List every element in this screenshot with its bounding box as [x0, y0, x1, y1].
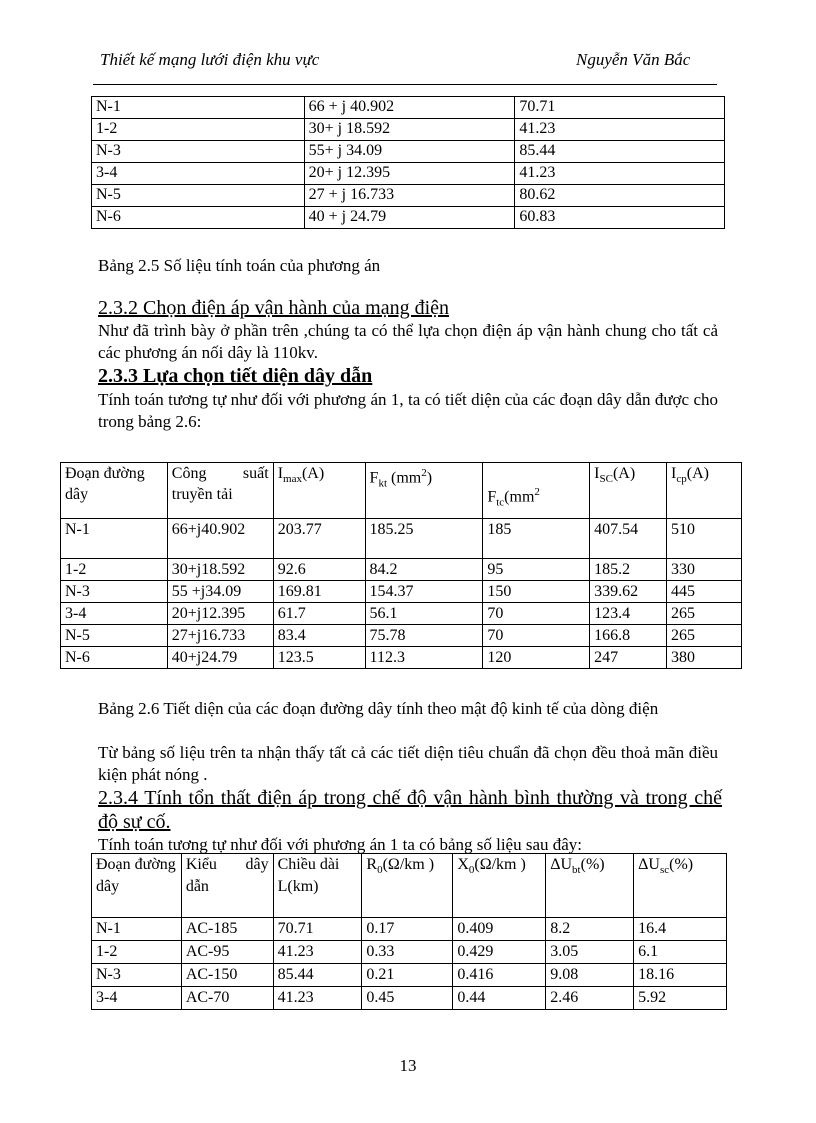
- table-2-5-cell: 60.83: [515, 207, 725, 229]
- table-2-7-header-dubt: $\Delta U_{bt}(\%)$: [546, 854, 634, 918]
- table-2-5-row: [92, 97, 725, 119]
- header-title: Thiết kế mạng lưới điện khu vực: [100, 50, 320, 69]
- table-2-7-row: [92, 964, 727, 987]
- table-2-7-cell: AC-150: [181, 964, 273, 987]
- table-2-6-cell: 84.2: [365, 559, 483, 581]
- table-2-5-cell: 3-4: [92, 163, 305, 185]
- table-2-6-cell: 265: [667, 625, 742, 647]
- table-2-7-cell: 8.2: [546, 918, 634, 941]
- header-rule: [93, 84, 717, 85]
- table-2-5-row: [92, 141, 725, 163]
- table-2-5-cell: 41.23: [515, 163, 725, 185]
- table-2-5-cell: 70.71: [515, 97, 725, 119]
- table-2-7-cell: 0.44: [453, 987, 546, 1010]
- table-2-7-cell: 0.17: [362, 918, 453, 941]
- table-2-6-header-segment: Đoạn đường dây: [61, 463, 168, 519]
- table-2-5-cell: 20+ j 12.395: [304, 163, 515, 185]
- table-2-5-cell: 66 + j 40.902: [304, 97, 515, 119]
- table-2-7-header-segment: Đoạn đường dây: [92, 854, 182, 918]
- table-2-6-cell: 169.81: [273, 581, 365, 603]
- table-2-5-cell: N-6: [92, 207, 305, 229]
- table-2-6-cell: 61.7: [273, 603, 365, 625]
- table-2-7-cell: 70.71: [273, 918, 362, 941]
- table-2-6-cell: 166.8: [590, 625, 667, 647]
- heading-2-3-3: 2.3.3 Lựa chọn tiết diện dây dẫn: [98, 365, 373, 387]
- table-2-6-header-fkt: $F_{kt}$ $(mm^2)$: [365, 463, 483, 519]
- table-2-7-cell: 85.44: [273, 964, 362, 987]
- table-2-6-cell: 407.54: [590, 519, 667, 559]
- paragraph-2-3-3: Tính toán tương tự như đối với phương án 1, ta có tiết diện của các đoạn dây dẫn được cho trong bảng 2.6:: [98, 390, 718, 431]
- table-2-6-cell: 75.78: [365, 625, 483, 647]
- table-2-7-cell: 16.4: [634, 918, 727, 941]
- table-2-5-cell: 1-2: [92, 119, 305, 141]
- table-2-7-cell: 3-4: [92, 987, 182, 1010]
- table-2-7-cell: 0.21: [362, 964, 453, 987]
- table-2-7-header-conductor: Kiểu dây dẫn: [181, 854, 273, 918]
- table-2-5-row: [92, 185, 725, 207]
- table-2-6-header-icp: $I_{cp}(A)$: [667, 463, 742, 519]
- table-2-7-cell: 41.23: [273, 941, 362, 964]
- table-2-5-row: [92, 119, 725, 141]
- table-2-6-row: [61, 519, 742, 559]
- table-2-7-row: [92, 941, 727, 964]
- table-2-7-cell: 3.05: [546, 941, 634, 964]
- table-2-6-header-isc: $I_{SC}(A)$: [590, 463, 667, 519]
- table-2-7-cell: 1-2: [92, 941, 182, 964]
- table-2-7-cell: 0.33: [362, 941, 453, 964]
- table-2-6-cell: 55 +j34.09: [167, 581, 273, 603]
- table-2-6-row: [61, 647, 742, 669]
- table-2-5-cell: N-1: [92, 97, 305, 119]
- table-2-7-cell: 0.409: [453, 918, 546, 941]
- heading-2-3-2: 2.3.2 Chọn điện áp vận hành của mạng điện: [98, 297, 450, 319]
- paragraph-after-table-2-6: Từ bảng số liệu trên ta nhận thấy tất cả các tiết diện tiêu chuẩn đã chọn đều thoả mãn điều kiện phát nóng .: [98, 743, 718, 784]
- table-2-6-cell: N-1: [61, 519, 168, 559]
- table-2-6-cell: 40+j24.79: [167, 647, 273, 669]
- table-2-5-cell: 80.62: [515, 185, 725, 207]
- table-2-6-cell: 70: [483, 603, 590, 625]
- table-2-5-cell: N-3: [92, 141, 305, 163]
- table-2-7-header-length: Chiều dài L(km): [273, 854, 362, 918]
- header-author: Nguyễn Văn Bắc: [576, 50, 691, 69]
- table-2-5-cell: 40 + j 24.79: [304, 207, 515, 229]
- table-2-6-cell: 120: [483, 647, 590, 669]
- table-2-6-cell: 3-4: [61, 603, 168, 625]
- table-2-7-cell: 2.46: [546, 987, 634, 1010]
- table-2-6-row: [61, 581, 742, 603]
- table-2-5-cell: 27 + j 16.733: [304, 185, 515, 207]
- table-2-7-row: [92, 918, 727, 941]
- table-2-7-cell: 0.45: [362, 987, 453, 1010]
- table-2-7-row: [92, 987, 727, 1010]
- table-2-5-cell: 55+ j 34.09: [304, 141, 515, 163]
- table-2-7-cell: 0.429: [453, 941, 546, 964]
- table-2-7-cell: 9.08: [546, 964, 634, 987]
- table-2-6-cell: 330: [667, 559, 742, 581]
- table-2-6-header-imax: $I_{max}(A)$: [273, 463, 365, 519]
- table-2-7-cell: N-1: [92, 918, 182, 941]
- table-2-5-cell: 41.23: [515, 119, 725, 141]
- table-2-6-cell: 265: [667, 603, 742, 625]
- table-2-6-cell: 112.3: [365, 647, 483, 669]
- table-2-6-cell: 123.5: [273, 647, 365, 669]
- table-2-6-header-ftc: $F_{tc}(mm^2$: [483, 463, 590, 519]
- table-2-5-cell: 85.44: [515, 141, 725, 163]
- table-2-7-cell: 5.92: [634, 987, 727, 1010]
- table-2-6-cell: 92.6: [273, 559, 365, 581]
- table-2-5-cell: N-5: [92, 185, 305, 207]
- table-2-7-cell: AC-185: [181, 918, 273, 941]
- table-2-7-cell: AC-95: [181, 941, 273, 964]
- table-2-7-cell: AC-70: [181, 987, 273, 1010]
- table-2-6-cell: 380: [667, 647, 742, 669]
- table-2-6-cell: 20+j12.395: [167, 603, 273, 625]
- table-2-6-cell: 66+j40.902: [167, 519, 273, 559]
- table-2-7-cell: 18.16: [634, 964, 727, 987]
- table-2-6-row: [61, 625, 742, 647]
- table-2-6-cell: 95: [483, 559, 590, 581]
- table-2-6-cell: N-6: [61, 647, 168, 669]
- table-2-7-cell: 0.416: [453, 964, 546, 987]
- heading-2-3-4: 2.3.4 Tính tổn thất điện áp trong chế độ vận hành bình thường và trong chế độ sự cố.: [98, 787, 722, 833]
- table-2-6-cell: 185: [483, 519, 590, 559]
- table-2-6-cell: 27+j16.733: [167, 625, 273, 647]
- table-2-6-cell: 123.4: [590, 603, 667, 625]
- table-2-6-cell: 83.4: [273, 625, 365, 647]
- table-2-6-cell: 1-2: [61, 559, 168, 581]
- table-2-5: [91, 96, 725, 229]
- table-2-7-header-x0: $X_0(\Omega/km$ ): [453, 854, 546, 918]
- table-2-5-cell: 30+ j 18.592: [304, 119, 515, 141]
- table-2-7: [91, 853, 727, 1010]
- table-2-5-row: [92, 207, 725, 229]
- table-2-7-header-r0: $R_0(\Omega/km$ ): [362, 854, 453, 918]
- caption-table-2-6: Bảng 2.6 Tiết diện của các đoạn đường dây tính theo mật độ kinh tế của dòng điện: [98, 699, 659, 718]
- table-2-6-cell: 339.62: [590, 581, 667, 603]
- caption-table-2-5: Bảng 2.5 Số liệu tính toán của phương án: [98, 256, 381, 275]
- page-number: 13: [399, 1056, 417, 1075]
- table-2-6-row: [61, 559, 742, 581]
- table-2-6-cell: 185.2: [590, 559, 667, 581]
- paragraph-2-3-2: Như đã trình bày ở phần trên ,chúng ta có thể lựa chọn điện áp vận hành chung cho tất cả các phương án nối dây là 110kv.: [98, 321, 718, 362]
- table-2-6-cell: 150: [483, 581, 590, 603]
- table-2-6-cell: 30+j18.592: [167, 559, 273, 581]
- table-2-6-row: [61, 603, 742, 625]
- table-2-5-row: [92, 163, 725, 185]
- table-2-7-cell: 6.1: [634, 941, 727, 964]
- table-2-6-cell: 445: [667, 581, 742, 603]
- table-2-6-header-power: Công suất truyền tải: [167, 463, 273, 519]
- table-2-6-cell: 247: [590, 647, 667, 669]
- table-2-7-header-dusc: $\Delta U_{sc}(\%)$: [634, 854, 727, 918]
- paragraph-2-3-4: Tính toán tương tự như đối với phương án 1 ta có bảng số liệu sau đây:: [98, 835, 583, 854]
- table-2-6-cell: 203.77: [273, 519, 365, 559]
- table-2-6-cell: 154.37: [365, 581, 483, 603]
- table-2-6-cell: 70: [483, 625, 590, 647]
- table-2-6-cell: 56.1: [365, 603, 483, 625]
- table-2-6-cell: N-3: [61, 581, 168, 603]
- table-2-7-cell: 41.23: [273, 987, 362, 1010]
- table-2-6-cell: 185.25: [365, 519, 483, 559]
- table-2-6: [60, 462, 742, 669]
- table-2-6-cell: 510: [667, 519, 742, 559]
- table-2-6-cell: N-5: [61, 625, 168, 647]
- table-2-7-cell: N-3: [92, 964, 182, 987]
